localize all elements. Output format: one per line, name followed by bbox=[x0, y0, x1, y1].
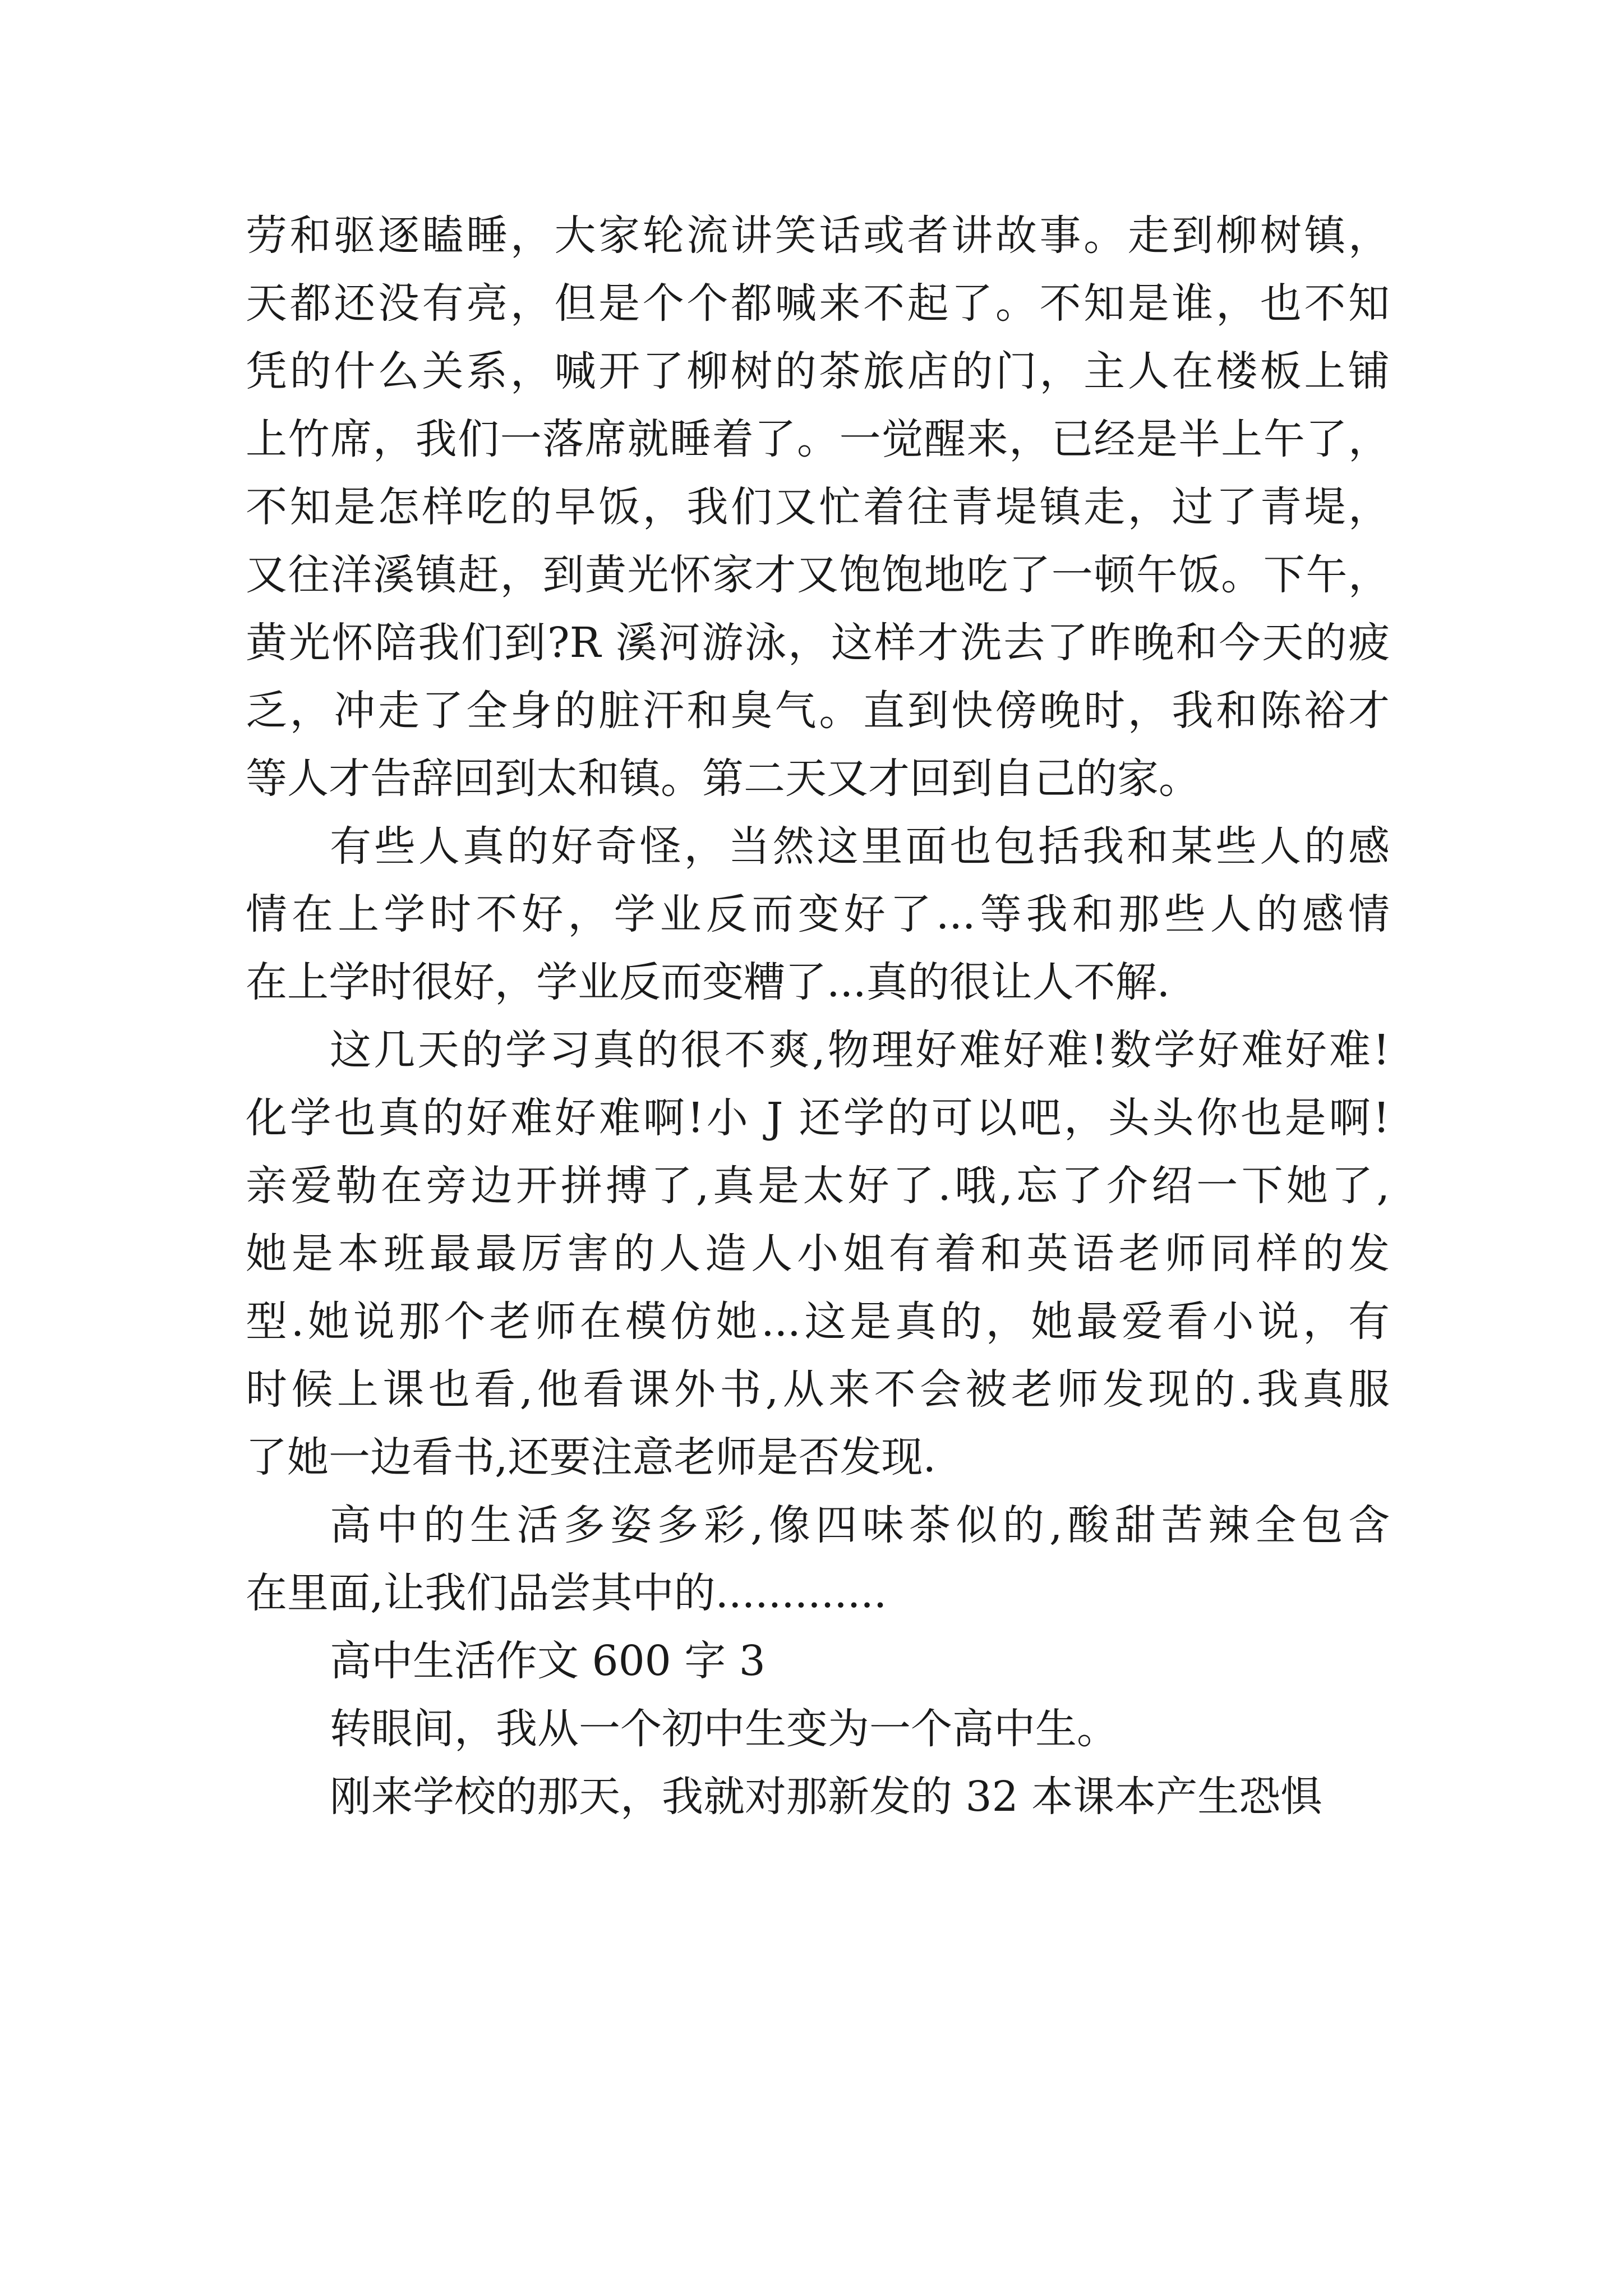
text-line: 劳和驱逐瞌睡，大家轮流讲笑话或者讲故事。走到柳树镇， bbox=[246, 211, 1390, 260]
text-line: 凭的什么关系，喊开了柳树的茶旅店的门，主人在楼板上铺 bbox=[246, 347, 1390, 395]
document-body bbox=[246, 202, 1390, 1831]
text-line: 高中生活作文 600 字 3 bbox=[330, 1637, 766, 1685]
text-line: 时候上课也看,他看课外书,从来不会被老师发现的.我真服 bbox=[246, 1365, 1390, 1414]
text-line: 等人才告辞回到太和镇。第二天又才回到自己的家。 bbox=[246, 754, 1200, 803]
text-line: 她是本班最最厉害的人造人小姐有着和英语老师同样的发 bbox=[246, 1230, 1390, 1278]
paragraph bbox=[246, 1763, 1390, 1831]
text-line: 在里面,让我们品尝其中的............. bbox=[246, 1569, 887, 1617]
text-line: 高中的生活多姿多彩,像四味茶似的,酸甜苦辣全包含 bbox=[330, 1501, 1390, 1549]
paragraph bbox=[246, 1016, 1390, 1492]
text-line: 情在上学时不好，学业反而变好了...等我和那些人的感情 bbox=[246, 890, 1390, 938]
text-line: 型.她说那个老师在模仿她...这是真的，她最爱看小说，有 bbox=[246, 1297, 1390, 1346]
text-line: 亲爱勒在旁边开拼搏了,真是太好了.哦,忘了介绍一下她了, bbox=[246, 1162, 1390, 1210]
paragraph bbox=[246, 202, 1390, 813]
text-line: 这几天的学习真的很不爽,物理好难好难!数学好难好难! bbox=[330, 1026, 1390, 1074]
text-line: 不知是怎样吃的早饭，我们又忙着往青堤镇走，过了青堤， bbox=[246, 483, 1390, 531]
text-line: 黄光怀陪我们到?R 溪河游泳，这样才洗去了昨晚和今天的疲 bbox=[246, 619, 1390, 667]
text-line: 了她一边看书,还要注意老师是否发现. bbox=[246, 1433, 937, 1481]
text-line: 刚来学校的那天，我就对那新发的 32 本课本产生恐惧 bbox=[330, 1773, 1322, 1821]
paragraph bbox=[246, 813, 1390, 1016]
text-line: 有些人真的好奇怪，当然这里面也包括我和某些人的感 bbox=[330, 822, 1390, 871]
text-line: 化学也真的好难好难啊!小 J 还学的可以吧，头头你也是啊! bbox=[246, 1094, 1390, 1142]
text-line: 上竹席，我们一落席就睡着了。一觉醒来，已经是半上午了， bbox=[246, 415, 1390, 463]
text-line: 在上学时很好，学业反而变糟了...真的很让人不解. bbox=[246, 958, 1170, 1006]
paragraph bbox=[246, 1492, 1390, 1627]
text-line: 又往洋溪镇赶，到黄光怀家才又饱饱地吃了一顿午饭。下午， bbox=[246, 551, 1390, 599]
paragraph bbox=[246, 1695, 1390, 1763]
text-line: 转眼间，我从一个初中生变为一个高中生。 bbox=[330, 1705, 1118, 1753]
text-line: 天都还没有亮，但是个个都喊来不起了。不知是谁，也不知 bbox=[246, 279, 1390, 328]
section-heading bbox=[246, 1627, 1390, 1695]
text-line: 乏，冲走了全身的脏汗和臭气。直到快傍晚时，我和陈裕才 bbox=[246, 687, 1390, 735]
